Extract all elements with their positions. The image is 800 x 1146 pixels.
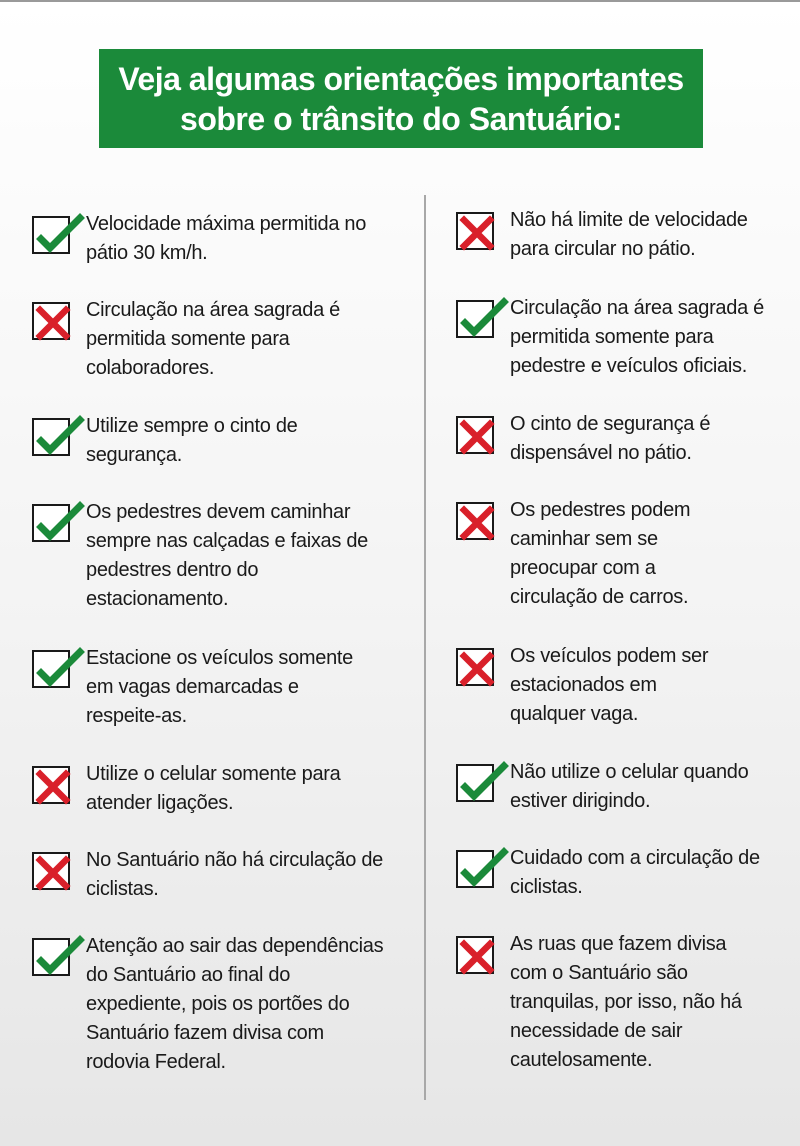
checkbox-allowed — [456, 764, 494, 802]
guideline-text-line: preocupar com a — [510, 557, 656, 579]
guideline-text-line: tranquilas, por isso, não há — [510, 991, 742, 1013]
guideline-text-line: permitida somente para — [86, 328, 290, 350]
guideline-text-line: ciclistas. — [510, 876, 583, 898]
guideline-text-line: Cuidado com a circulação de — [510, 847, 760, 869]
guideline-text-line: qualquer vaga. — [510, 703, 639, 725]
checkbox-allowed — [32, 938, 70, 976]
title-line-1: Veja algumas orientações importantes — [118, 60, 684, 97]
column-divider — [424, 195, 426, 1100]
guideline-text-line: O cinto de segurança é — [510, 413, 711, 435]
guideline-text-line: sempre nas calçadas e faixas de — [86, 530, 368, 552]
guideline-text — [510, 410, 800, 468]
guideline-text-line: estiver dirigindo. — [510, 790, 651, 812]
check-icon — [34, 218, 72, 256]
check-icon — [458, 852, 496, 890]
guideline-text-line: Atenção ao sair das dependências — [86, 935, 384, 957]
guideline-text — [510, 844, 800, 902]
check-icon — [458, 302, 496, 340]
cross-icon — [458, 504, 496, 542]
guideline-text-line: Os pedestres devem caminhar — [86, 501, 351, 523]
title-banner — [99, 49, 703, 148]
guideline-text — [86, 498, 386, 614]
guideline-text-line: No Santuário não há circulação de — [86, 849, 383, 871]
guideline-text-line: As ruas que fazem divisa — [510, 933, 727, 955]
guideline-text — [86, 296, 386, 383]
check-icon — [34, 940, 72, 978]
guideline-text-line: Circulação na área sagrada é — [510, 297, 764, 319]
guideline-text-line: necessidade de sair — [510, 1020, 683, 1042]
guideline-text-line: circulação de carros. — [510, 586, 689, 608]
guideline-text-line: Velocidade máxima permitida no — [86, 213, 367, 235]
cross-icon — [34, 304, 72, 342]
guideline-text-line: pátio 30 km/h. — [86, 242, 208, 264]
guideline-text-line: segurança. — [86, 444, 182, 466]
guideline-text-line: Estacione os veículos somente — [86, 647, 354, 669]
checkbox-forbidden — [456, 936, 494, 974]
guideline-text-line: em vagas demarcadas e — [86, 676, 299, 698]
guideline-text — [86, 760, 386, 818]
guideline-text — [86, 644, 386, 731]
guideline-text-line: caminhar sem se — [510, 528, 658, 550]
guideline-text — [510, 496, 800, 612]
guideline-text-line: para circular no pátio. — [510, 238, 696, 260]
checkbox-forbidden — [456, 212, 494, 250]
checkbox-allowed — [32, 504, 70, 542]
guideline-text-line: estacionamento. — [86, 588, 229, 610]
guideline-text — [510, 758, 800, 816]
guideline-text-line: atender ligações. — [86, 792, 234, 814]
guideline-text-line: estacionados em — [510, 674, 657, 696]
guideline-text-line: Santuário fazem divisa com — [86, 1022, 324, 1044]
guideline-text — [86, 412, 386, 470]
cross-icon — [34, 768, 72, 806]
guideline-text — [86, 932, 386, 1077]
guideline-text-line: Utilize o celular somente para — [86, 763, 341, 785]
guideline-text-line: rodovia Federal. — [86, 1051, 226, 1073]
checkbox-allowed — [456, 850, 494, 888]
guideline-text — [86, 210, 386, 268]
guideline-text — [510, 294, 800, 381]
guideline-text-line: Utilize sempre o cinto de — [86, 415, 298, 437]
checkbox-forbidden — [32, 302, 70, 340]
checkbox-forbidden — [456, 416, 494, 454]
checkbox-allowed — [32, 650, 70, 688]
guideline-text-line: respeite-as. — [86, 705, 187, 727]
guideline-text-line: Não há limite de velocidade — [510, 209, 748, 231]
checkbox-forbidden — [456, 502, 494, 540]
guideline-text-line: do Santuário ao final do — [86, 964, 291, 986]
guideline-text-line: cautelosamente. — [510, 1049, 653, 1071]
guideline-text-line: com o Santuário são — [510, 962, 688, 984]
guideline-text-line: pedestres dentro do — [86, 559, 259, 581]
checkbox-forbidden — [32, 766, 70, 804]
guideline-text-line: dispensável no pátio. — [510, 442, 692, 464]
cross-icon — [458, 214, 496, 252]
check-icon — [34, 652, 72, 690]
cross-icon — [458, 938, 496, 976]
title-line-2: sobre o trânsito do Santuário: — [180, 100, 622, 137]
check-icon — [34, 420, 72, 458]
guideline-text-line: expediente, pois os portões do — [86, 993, 350, 1015]
guideline-text-line: Os pedestres podem — [510, 499, 691, 521]
guideline-text — [86, 846, 386, 904]
checkbox-allowed — [32, 418, 70, 456]
checkbox-allowed — [456, 300, 494, 338]
checkbox-allowed — [32, 216, 70, 254]
guideline-text-line: pedestre e veículos oficiais. — [510, 355, 747, 377]
guideline-text — [510, 642, 800, 729]
cross-icon — [34, 854, 72, 892]
check-icon — [34, 506, 72, 544]
top-border-line — [0, 0, 800, 2]
check-icon — [458, 766, 496, 804]
cross-icon — [458, 418, 496, 456]
cross-icon — [458, 650, 496, 688]
guideline-text-line: colaboradores. — [86, 357, 215, 379]
guideline-text-line: ciclistas. — [86, 878, 159, 900]
checkbox-forbidden — [456, 648, 494, 686]
guideline-text — [510, 930, 800, 1075]
guideline-text-line: Não utilize o celular quando — [510, 761, 749, 783]
guideline-text — [510, 206, 800, 264]
checkbox-forbidden — [32, 852, 70, 890]
guideline-text-line: Circulação na área sagrada é — [86, 299, 340, 321]
guideline-text-line: Os veículos podem ser — [510, 645, 709, 667]
guideline-text-line: permitida somente para — [510, 326, 714, 348]
